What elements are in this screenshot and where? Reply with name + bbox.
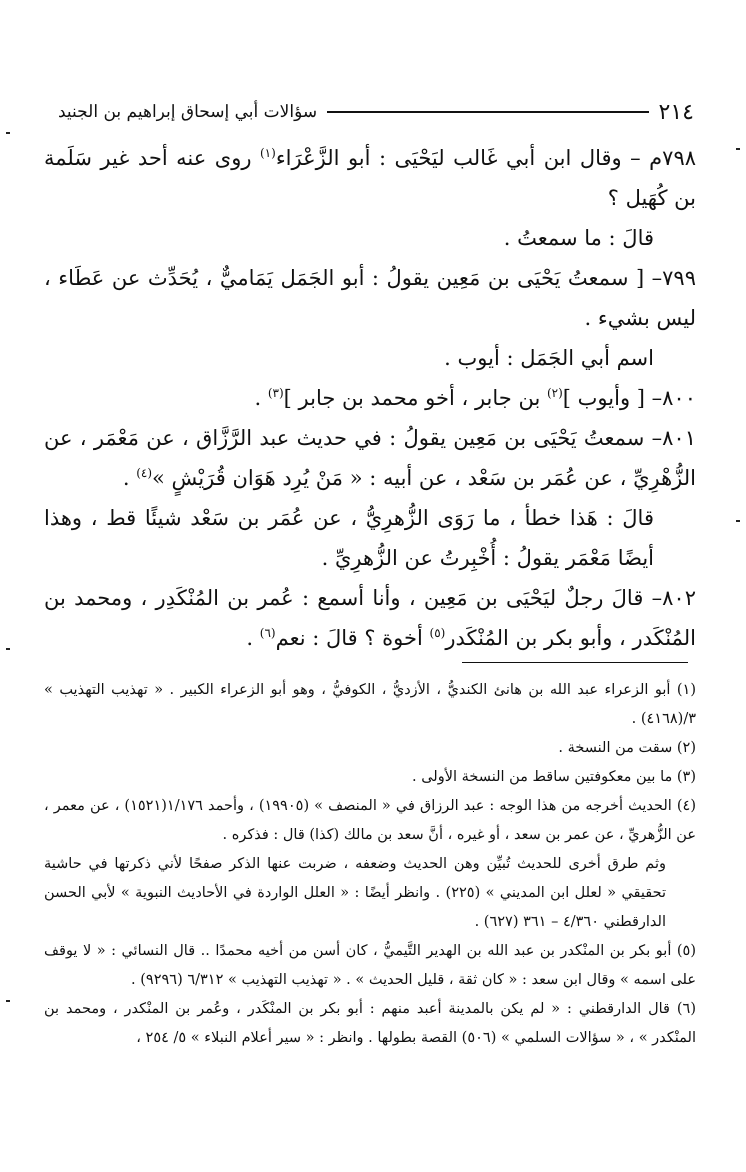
entry-799-note: اسم أبي الجَمَل : أيوب . <box>444 346 654 370</box>
entry-799: ٧٩٩– [ سمعتُ يَحْيَى بن مَعِين يقولُ : أبو الجَمَل يَمَاميٌّ ، يُحَدِّث عن عَطَاء ، ليس بشيء . <box>44 266 696 330</box>
scan-mark <box>6 132 10 134</box>
scan-mark <box>736 520 740 522</box>
footnotes <box>44 676 696 1053</box>
scan-mark <box>736 148 740 150</box>
footnote-4-continued: وثم طرق أخرى للحديث تُبيِّن وهن الحديث وضعفه ، ضربت عنها الذكر صفحًا لأني ذكرتها في حاشية تحقيقي « لعلل ابن المديني » (٢٢٥) . وانظر أيضًا : « العلل الواردة في الأحاديث النبوية » لأبي الحسن الدارقطني ٤/٣٦٠ – ٣٦١ (٦٢٧) . <box>44 856 666 930</box>
footnote-ref[interactable]: (٤) <box>136 466 153 480</box>
footnote-1: (١) أبو الزعراء عبد الله بن هانئ الكنديُّ ، الأزديُّ ، الكوفيُّ ، وهو أبو الزعراء الكبير . « تهذيب التهذيب » ٣/(٤١٦٨) . <box>44 682 696 727</box>
footnote-ref[interactable]: (٢) <box>546 386 563 400</box>
running-title: سؤالات أبي إسحاق إبراهيم بن الجنيد <box>58 102 318 122</box>
entry-802: ٨٠٢– قالَ رجلٌ ليَحْيَى بن مَعِين ، وأنا أسمع : عُمر بن المُنْكَدِر ، ومحمد بن المُنْكَدر ، وأبو بكر بن المُنْكَدر$^{(٥)}$ أخوة ؟ قالَ : نعم$^{(٦)}$ . <box>44 586 696 650</box>
entry-801: ٨٠١– سمعتُ يَحْيَى بن مَعِين يقولُ : في حديث عبد الرَّزَّاق ، عن مَعْمَر ، عن الزُّهْرِيِّ ، عن عُمَر بن سَعْد ، عن أبيه : « مَنْ يُرِد هَوَان قُرَيْشٍ »$^{(٤)}$ . <box>44 426 696 490</box>
entry-798-reply: قالَ : ما سمعتُ . <box>503 226 654 250</box>
scan-mark <box>6 1000 10 1002</box>
footnote-ref[interactable]: (١) <box>259 146 276 160</box>
header-rule <box>327 111 648 113</box>
scan-mark <box>6 648 10 650</box>
footnote-3: (٣) ما بين معكوفتين ساقط من النسخة الأولى . <box>412 769 696 785</box>
entry-801-comment: قالَ : هَذا خطأ ، ما رَوَى الزُّهرِيُّ ، عن عُمَر بن سَعْد شيئًا قط ، وهذا أيضًا مَعْمَر يقولُ : أُخْبِرتُ عن الزُّهرِيِّ . <box>44 506 654 570</box>
footnote-ref[interactable]: (٥) <box>429 626 446 640</box>
footnote-4: (٤) الحديث أخرجه من هذا الوجه : عبد الرزاق في « المنصف » (١٩٩٠٥) ، وأحمد ١/١٧٦(١٥٢١) ، عن معمر ، عن الزُّهريِّ ، عن عمر بن سعد ، أو غيره ، أنَّ سعد بن مالك (كذا) قال : فذكره . <box>44 798 697 843</box>
page-header <box>58 94 694 130</box>
entry-798: ٧٩٨م – وقال ابن أبي غَالب ليَحْيَى : أبو الزَّعْرَاء$^{(١)}$ روى عنه أحد غير سَلَمة بن كُهَيل ؟ <box>44 146 697 210</box>
main-text <box>44 138 696 658</box>
footnote-separator <box>462 662 688 663</box>
entry-800: ٨٠٠– [ وأيوب ]$^{(٢)}$ بن جابر ، أخو محمد بن جابر ]$^{(٣)}$ . <box>254 386 696 410</box>
footnote-2: (٢) سقت من النسخة . <box>558 740 696 756</box>
footnote-ref[interactable]: (٦) <box>259 626 276 640</box>
footnote-5: (٥) أبو بكر بن المنْكدر بن عبد الله بن الهدير التَّيميُّ ، كان أسن من أخيه محمدًا .. قال النسائي : « لا يوقف على اسمه » وقال ابن سعد : « كان ثقة ، قليل الحديث » . « تهذيب التهذيب » ٦/٣١٢ (٩٢٩٦) . <box>44 943 696 988</box>
footnote-ref[interactable]: (٣) <box>267 386 284 400</box>
footnote-6: (٦) قال الدارقطني : « لم يكن بالمدينة أعبد منهم : أبو بكر بن المنْكَدر ، وعُمر بن المنْكدر ، ومحمد بن المنْكدر » ، « سؤالات السلمي » (٥٠٦) القصة بطولها . وانظر : « سير أعلام النبلاء » ٥/ ٢٥٤ ، <box>44 1001 696 1046</box>
page-number: ٢١٤ <box>658 99 694 125</box>
